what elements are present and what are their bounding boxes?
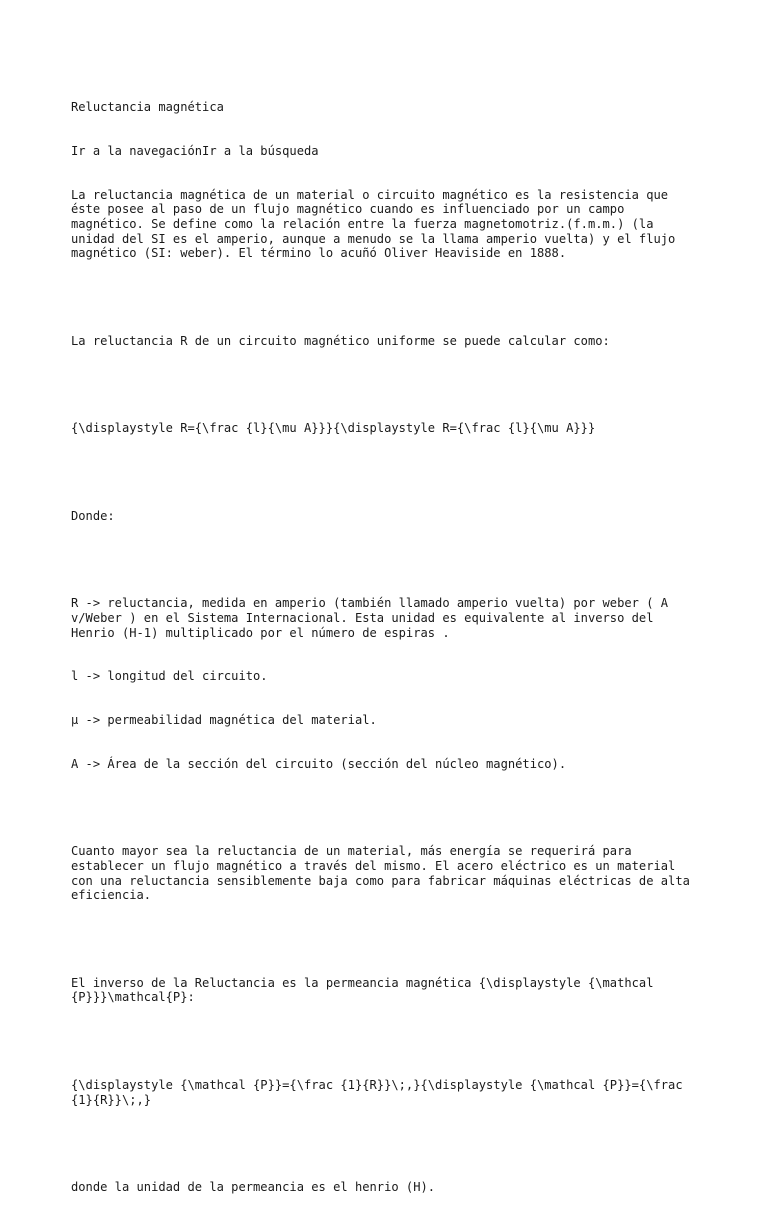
spacer	[71, 553, 701, 568]
spacer	[71, 801, 701, 816]
spacer	[71, 290, 701, 305]
permeance-intro-paragraph: El inverso de la Reluctancia es la permeancia magnética {\displaystyle {\mathcal {P}}}\mathcal{P}:	[71, 975, 661, 1005]
reluctance-formula: {\displaystyle R={\frac {l}{\mu A}}}{\displaystyle R={\frac {l}{\mu A}}}	[71, 421, 596, 436]
spacer	[71, 465, 701, 480]
permeance-formula: {\displaystyle {\mathcal {P}}={\frac {1}{R}}\;,}{\displaystyle {\mathcal {P}}={\frac {1}{R}}\;,}	[71, 1077, 690, 1107]
where-label: Donde:	[71, 508, 115, 523]
document-body	[71, 71, 701, 1209]
spacer	[71, 377, 701, 392]
definition-r: R -> reluctancia, medida en amperio (también llamado amperio vuelta) por weber ( A v/Weber ) en el Sistema Internacional. Esta unidad es equivalente al inverso del Henrio (H-1) multiplicado por el número de espiras .	[71, 596, 676, 640]
definition-mu: μ -> permeabilidad magnética del material.	[71, 713, 377, 728]
spacer	[71, 1034, 701, 1049]
definition-a: A -> Área de la sección del circuito (sección del núcleo magnético).	[71, 756, 567, 771]
permeance-unit-sentence: donde la unidad de la permeancia es el henrio (H).	[71, 1180, 436, 1195]
skip-navigation-links[interactable]: Ir a la navegaciónIr a la búsqueda	[71, 143, 319, 158]
page-title: Reluctancia magnética	[71, 100, 224, 115]
spacer	[71, 932, 701, 947]
energy-paragraph: Cuanto mayor sea la reluctancia de un material, más energía se requerirá para establecer un flujo magnético a través del mismo. El acero eléctrico es un material con una reluctancia sensiblemente baja como para fabricar máquinas eléctricas de alta eficiencia.	[71, 844, 698, 903]
definition-l: l -> longitud del circuito.	[71, 669, 268, 684]
spacer	[71, 1136, 701, 1151]
intro-paragraph: La reluctancia magnética de un material o circuito magnético es la resistencia que éste posee al paso de un flujo magnético cuando es influenciado por un campo magnético. Se define como la relación entre la fuerza magnetomotriz.(f.m.m.) (la unidad del SI es el amperio, aunque a menudo se la llama amperio vuelta) y el flujo magnético (SI: weber). El término lo acuñó Oliver Heaviside en 1888.	[71, 187, 683, 261]
formula-intro-paragraph: La reluctancia R de un circuito magnético uniforme se puede calcular como:	[71, 333, 610, 348]
